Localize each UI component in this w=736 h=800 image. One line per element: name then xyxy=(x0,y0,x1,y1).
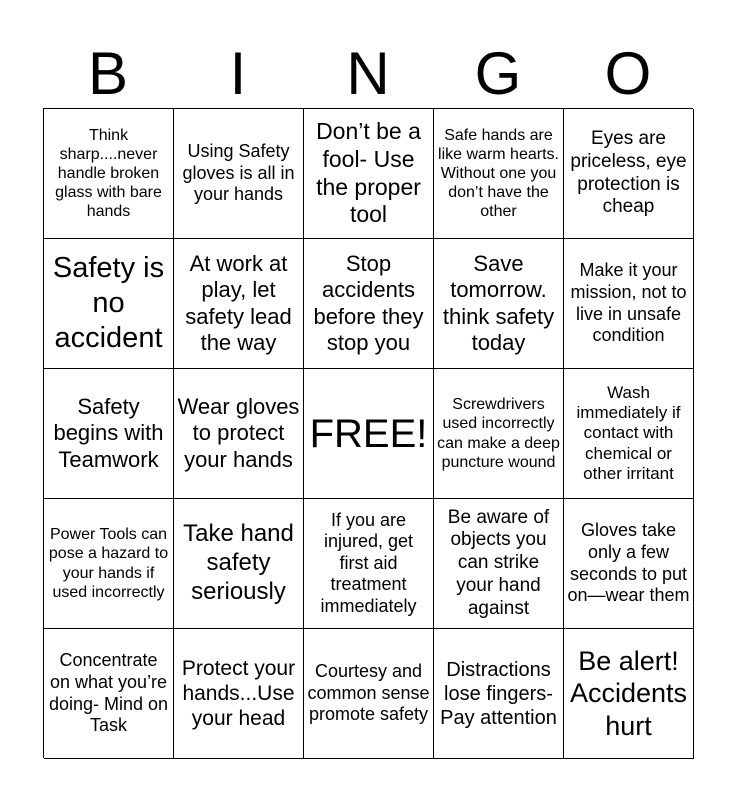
header-letter-b: B xyxy=(87,40,129,107)
header-letter-g: G xyxy=(474,40,522,107)
bingo-cell[interactable]: Think sharp....never handle broken glass with bare hands xyxy=(44,109,174,239)
bingo-cell[interactable]: Wear gloves to protect your hands xyxy=(174,369,304,499)
bingo-cell[interactable]: Protect your hands...Use your head xyxy=(174,629,304,759)
bingo-cell[interactable]: Take hand safety seriously xyxy=(174,499,304,629)
bingo-cell[interactable]: Safety begins with Teamwork xyxy=(44,369,174,499)
bingo-header xyxy=(43,40,693,108)
bingo-cell[interactable]: Screwdrivers used incorrectly can make a deep puncture wound xyxy=(434,369,564,499)
bingo-cell[interactable]: Safety is no accident xyxy=(44,239,174,369)
bingo-cell[interactable]: Courtesy and common sense promote safety xyxy=(304,629,434,759)
bingo-cell[interactable]: If you are injured, get first aid treatment immediately xyxy=(304,499,434,629)
free-space-cell[interactable]: FREE! xyxy=(304,369,434,499)
bingo-cell[interactable]: Be alert! Accidents hurt xyxy=(564,629,694,759)
bingo-cell[interactable]: Distractions lose fingers-Pay attention xyxy=(434,629,564,759)
bingo-cell[interactable]: Don’t be a fool- Use the proper tool xyxy=(304,109,434,239)
bingo-cell[interactable]: Wash immediately if contact with chemical or other irritant xyxy=(564,369,694,499)
header-letter-i: I xyxy=(229,40,247,107)
bingo-cell[interactable]: Be aware of objects you can strike your hand against xyxy=(434,499,564,629)
bingo-cell[interactable]: Make it your mission, not to live in unsafe condition xyxy=(564,239,694,369)
header-letter-o: O xyxy=(604,40,652,107)
bingo-cell[interactable]: Gloves take only a few seconds to put on—wear them xyxy=(564,499,694,629)
bingo-cell[interactable]: Power Tools can pose a hazard to your hands if used incorrectly xyxy=(44,499,174,629)
bingo-cell[interactable]: Concentrate on what you’re doing- Mind on Task xyxy=(44,629,174,759)
bingo-cell[interactable]: Save tomorrow. think safety today xyxy=(434,239,564,369)
bingo-cell[interactable]: Using Safety gloves is all in your hands xyxy=(174,109,304,239)
header-letter-n: N xyxy=(346,40,390,107)
bingo-cell[interactable]: At work at play, let safety lead the way xyxy=(174,239,304,369)
bingo-cell[interactable]: Eyes are priceless, eye protection is cheap xyxy=(564,109,694,239)
bingo-cell[interactable]: Safe hands are like warm hearts. Without one you don’t have the other xyxy=(434,109,564,239)
bingo-board xyxy=(43,108,693,758)
bingo-cell[interactable]: Stop accidents before they stop you xyxy=(304,239,434,369)
